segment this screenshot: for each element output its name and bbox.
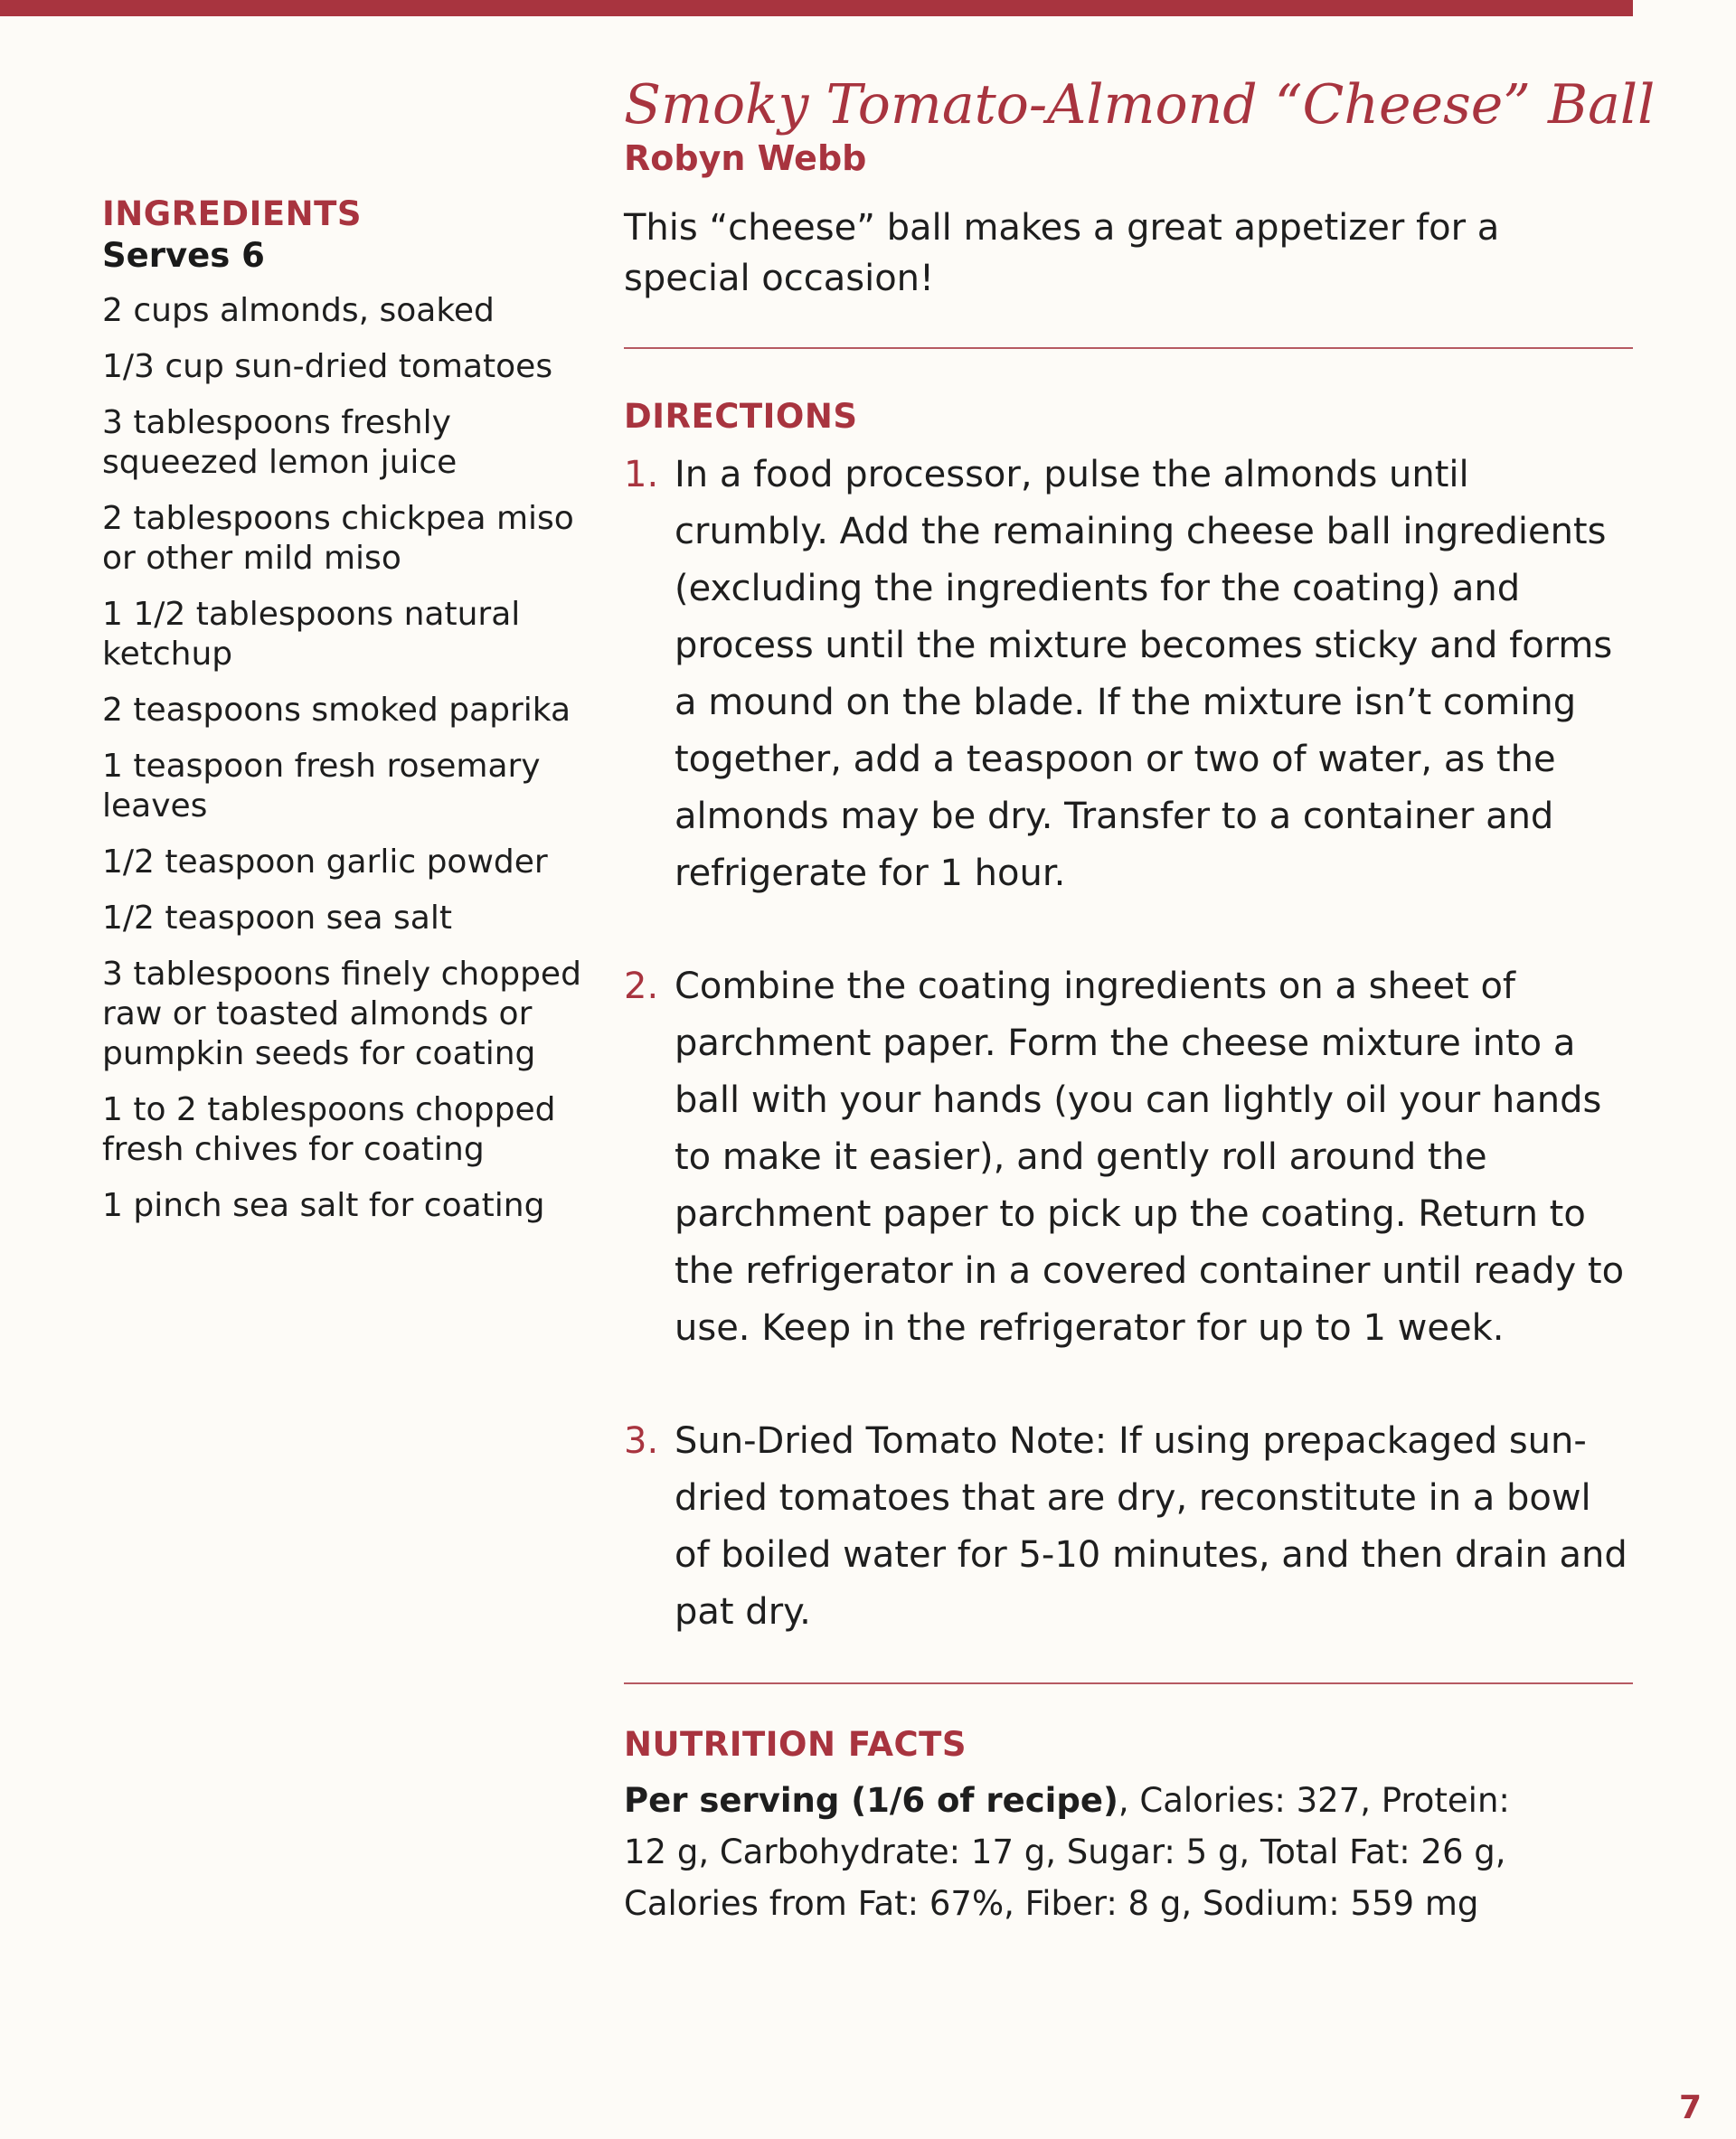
ingredient-item: 3 tablespoons finely chopped raw or toasted almonds or pumpkin seeds for coating [102, 956, 581, 1072]
ingredient-item: 1/2 teaspoon garlic powder [102, 843, 548, 881]
section-divider [624, 1682, 1633, 1684]
step-text: Combine the coating ingredients on a sheet of parchment paper. Form the cheese mixture into a ball with your hands (you can lightly oil your hands to make it easier), and gently roll around the parchment paper to pick up the coating. Return to the refrigerator in a covered container until ready to use. Keep in the refrigerator for up to 1 week. [675, 966, 1625, 1349]
top-accent-bar [0, 0, 1633, 16]
recipe-author: Robyn Webb [624, 138, 867, 178]
directions-heading: DIRECTIONS [624, 397, 858, 436]
ingredient-item: 1 pinch sea salt for coating [102, 1187, 545, 1224]
direction-step [624, 447, 1633, 902]
step-number: 2. [624, 966, 659, 1007]
recipe-intro: This “cheese” ball makes a great appetizer for a special occasion! [624, 207, 1500, 299]
ingredient-item: 1 to 2 tablespoons chopped fresh chives for coating [102, 1091, 556, 1168]
ingredients-panel [102, 192, 581, 1242]
directions-list [624, 447, 1633, 1641]
direction-step [624, 1413, 1633, 1641]
page-number: 7 [1678, 2089, 1702, 2126]
nutrition-facts [624, 1775, 1528, 1929]
nutrition-heading: NUTRITION FACTS [624, 1725, 967, 1764]
ingredient-item: 2 cups almonds, soaked [102, 292, 495, 329]
step-text: Sun-Dried Tomato Note: If using prepackaged sun-dried tomatoes that are dry, reconstitute in a bowl of boiled water for 5-10 minutes, and then drain and pat dry. [675, 1420, 1628, 1633]
ingredient-item: 1/2 teaspoon sea salt [102, 900, 452, 937]
recipe-title: Smoky Tomato-Almond “Cheese” Ball [624, 73, 1656, 137]
step-number: 3. [624, 1420, 659, 1462]
ingredients-heading: INGREDIENTS [102, 194, 362, 233]
ingredient-item: 1/3 cup sun-dried tomatoes [102, 348, 553, 385]
recipe-main [624, 63, 1656, 1929]
section-divider [624, 347, 1633, 349]
direction-step [624, 958, 1633, 1357]
serves-count: Serves 6 [102, 236, 265, 275]
ingredient-item: 2 teaspoons smoked paprika [102, 692, 571, 729]
step-text: In a food processor, pulse the almonds until crumbly. Add the remaining cheese ball ingredients (excluding the ingredients for the coating) and process until the mixture becomes sticky and forms a mound on the blade. If the mixture isn’t coming together, add a teaspoon or two of water, as the almonds may be dry. Transfer to a container and refrigerate for 1 hour. [675, 454, 1613, 894]
nutrition-values: , Calories: 327, Protein: 12 g, Carbohydrate: 17 g, Sugar: 5 g, Total Fat: 26 g, Calories from Fat: 67%, Fiber: 8 g, Sodium: 559 mg [624, 1781, 1510, 1923]
ingredient-item: 1 teaspoon fresh rosemary leaves [102, 748, 541, 825]
ingredient-item: 1 1/2 tablespoons natural ketchup [102, 596, 521, 673]
step-number: 1. [624, 454, 659, 495]
ingredient-item: 3 tablespoons freshly squeezed lemon juice [102, 404, 458, 481]
ingredient-item: 2 tablespoons chickpea miso or other mild miso [102, 500, 574, 577]
nutrition-serving-label: Per serving (1/6 of recipe) [624, 1781, 1118, 1820]
ingredients-list [102, 291, 581, 1226]
